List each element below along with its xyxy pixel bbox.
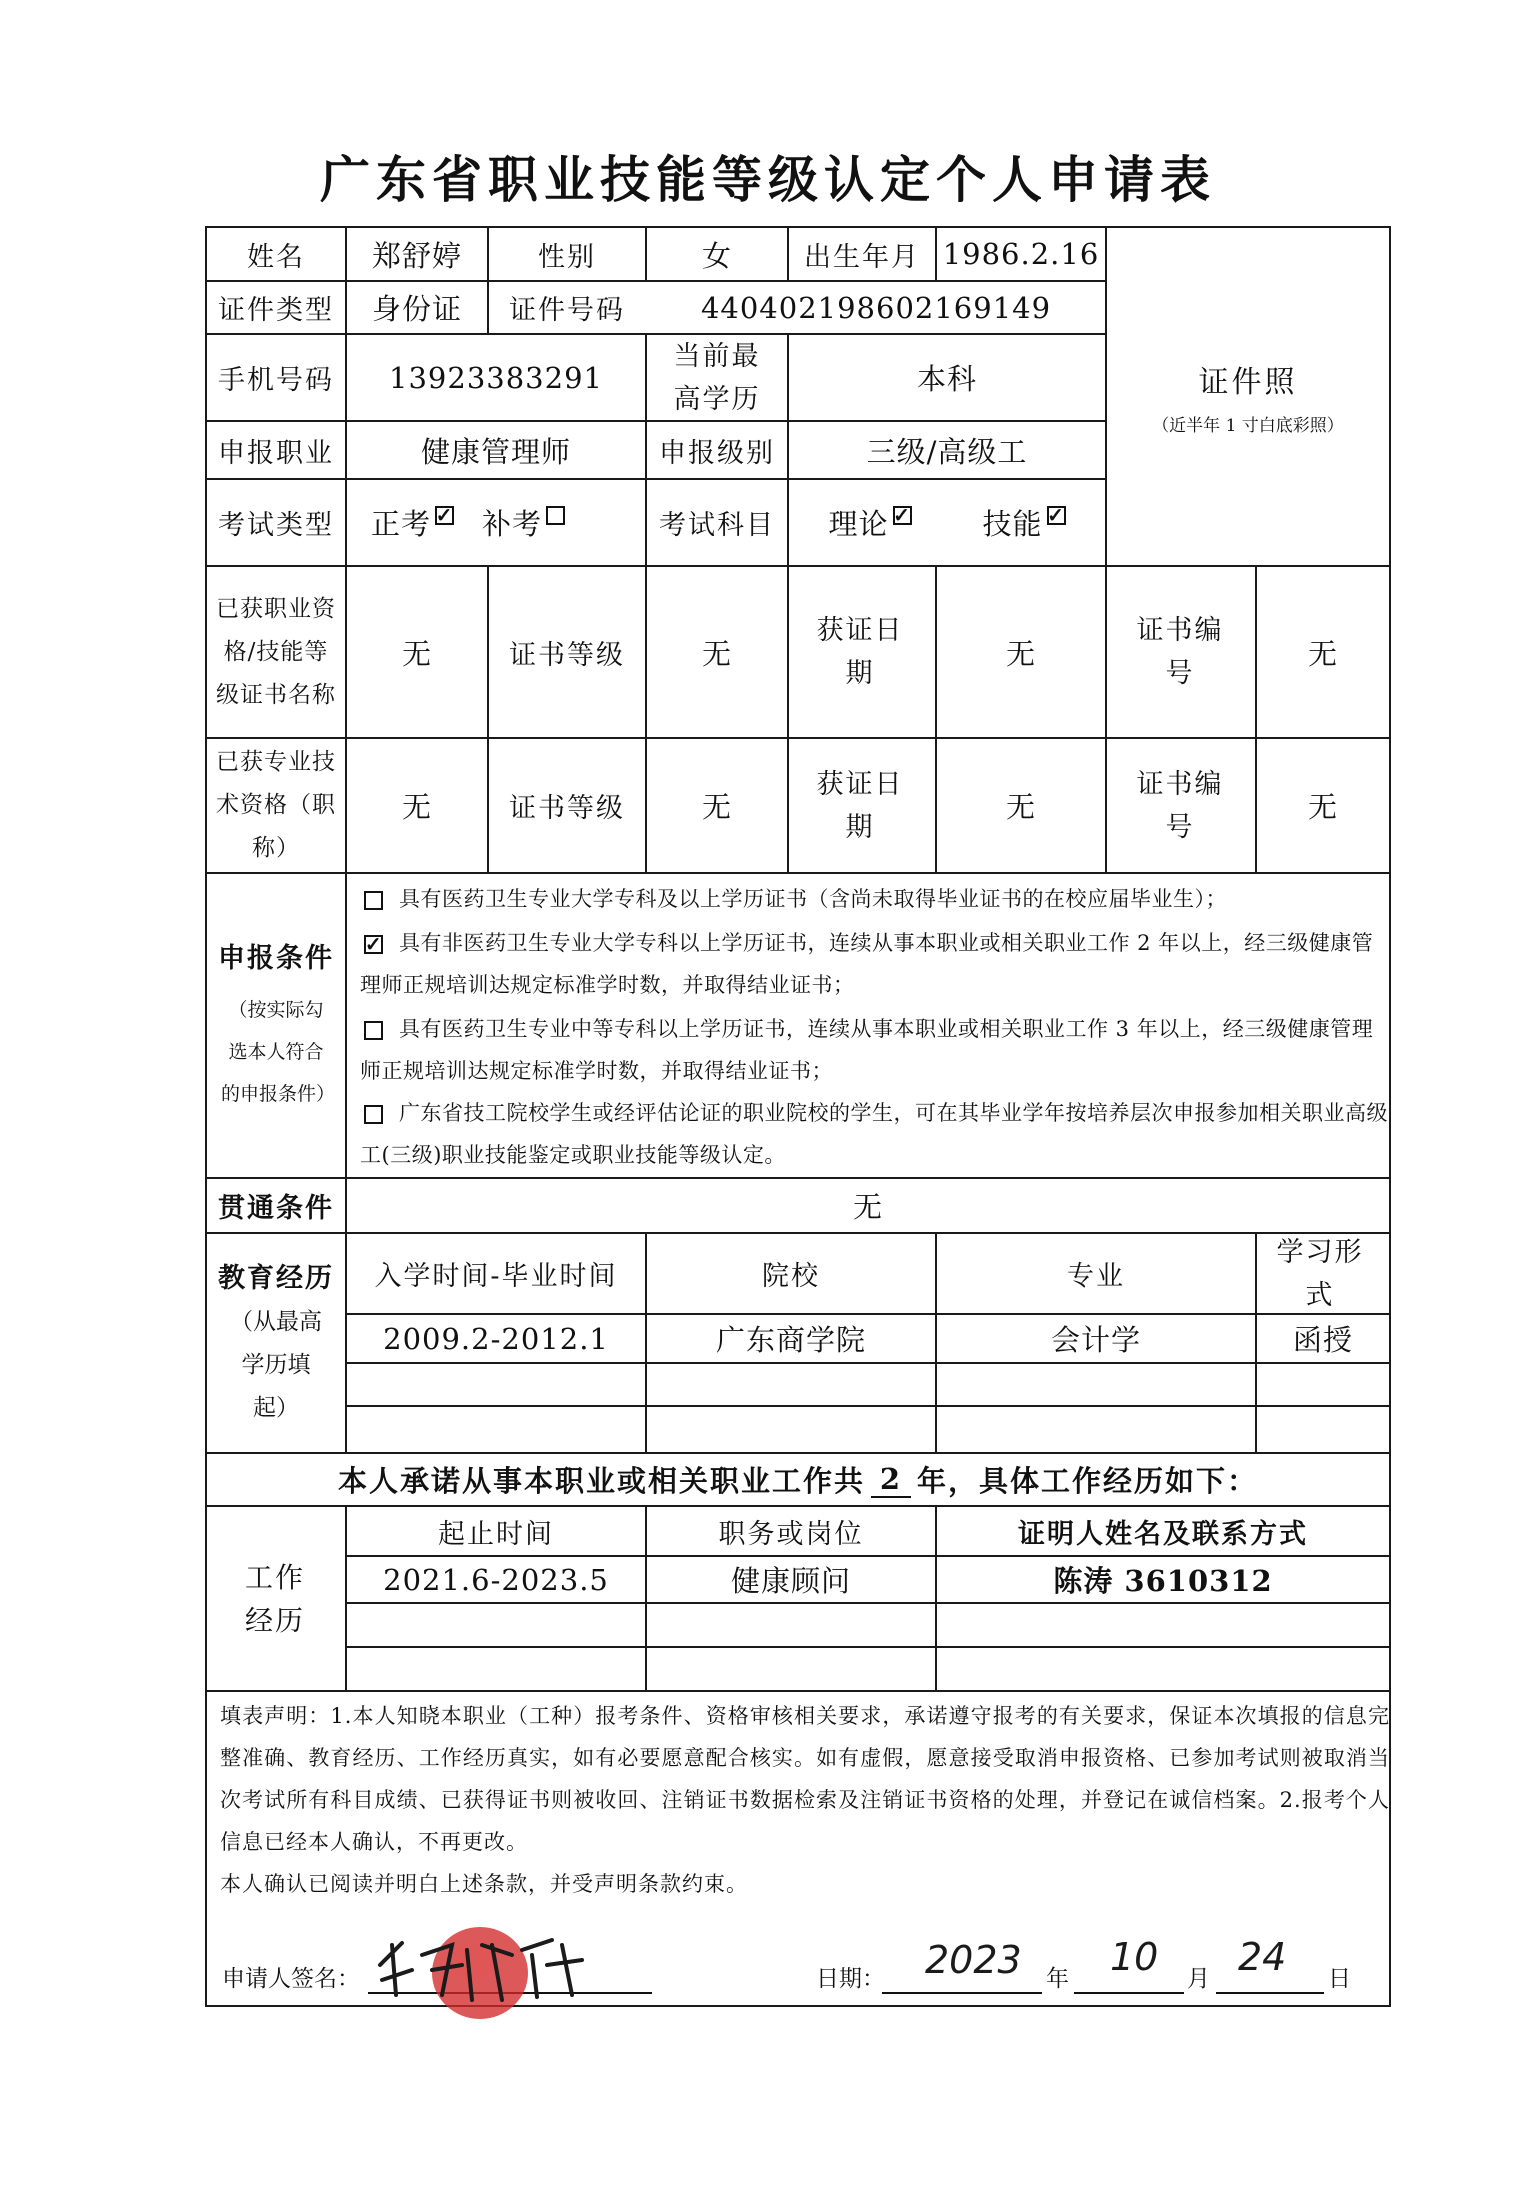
exam-subject-option[interactable] <box>828 502 911 543</box>
edu-row-major[interactable]: 会计学 <box>1050 1323 1141 1357</box>
cert2-number-label: 证书编号 <box>1136 768 1224 843</box>
through-label: 贯通条件 <box>218 1193 334 1224</box>
occupation-value[interactable]: 健康管理师 <box>420 434 571 469</box>
year-underline <box>882 1992 1042 1994</box>
work-row-period[interactable]: 2021.6-2023.5 <box>383 1562 609 1597</box>
row-divider <box>345 1362 1391 1364</box>
conditions-note: （按实际勾选本人符合的申报条件） <box>221 999 336 1105</box>
work-commitment <box>207 1454 1389 1505</box>
exam-type-options <box>347 480 645 565</box>
edu-header-form: 学习形式 <box>1276 1236 1364 1311</box>
exam-type-option[interactable] <box>482 502 565 543</box>
row-divider <box>205 872 1391 874</box>
checkbox-checked[interactable]: ✓ <box>435 503 454 527</box>
date-label: 日期： <box>816 1966 885 1992</box>
id-no-value[interactable]: 440402198602169149 <box>700 290 1052 325</box>
phone-label: 手机号码 <box>218 365 334 396</box>
condition-text: 具有医药卫生专业中等专科以上学历证书，连续从事本职业或相关职业工作 3 年以上，经三级健康管理师正规培训达规定标准学时数，并取得结业证书； <box>360 1017 1374 1083</box>
name-label: 姓名 <box>247 241 305 273</box>
condition-item[interactable] <box>360 878 1390 920</box>
photo-label: 证件照 <box>1198 365 1298 400</box>
cert2-date-label: 获证日期 <box>816 768 904 843</box>
birth-value[interactable]: 1986.2.16 <box>942 237 1100 271</box>
edu-row-form[interactable]: 函授 <box>1292 1323 1353 1357</box>
checkbox-checked[interactable]: ✓ <box>893 503 911 527</box>
day-label: 日 <box>1328 1966 1351 1992</box>
edu-row-period[interactable]: 2009.2-2012.1 <box>383 1321 609 1356</box>
education-history-label: 教育经历 <box>218 1263 334 1294</box>
cert1-number[interactable]: 无 <box>1307 636 1338 671</box>
cert2-grade[interactable]: 无 <box>701 790 732 824</box>
gender-label: 性别 <box>538 241 596 273</box>
option-label: 正考 <box>371 507 432 541</box>
cert1-name[interactable]: 无 <box>401 636 432 671</box>
option-label: 补考 <box>482 507 543 541</box>
commitment-prefix: 本人承诺从事本职业或相关职业工作共 <box>337 1464 865 1498</box>
education-label: 当前最高学历 <box>673 340 761 415</box>
cert1-date-label: 获证日期 <box>816 615 904 689</box>
edu-header-major: 专业 <box>1067 1261 1125 1292</box>
cert1-date[interactable]: 无 <box>1005 636 1036 671</box>
checkbox-unchecked[interactable] <box>364 1021 383 1040</box>
name-value[interactable]: 郑舒婷 <box>371 238 462 273</box>
photo-box <box>1107 228 1389 565</box>
col-divider <box>787 565 789 872</box>
cert2-name[interactable]: 无 <box>401 790 432 824</box>
cert1-grade[interactable]: 无 <box>701 636 732 671</box>
option-label: 理论 <box>828 507 889 541</box>
id-no-label: 证件号码 <box>509 295 625 326</box>
education-history-label-cell <box>207 1234 345 1452</box>
level-value[interactable]: 三级/高级工 <box>866 434 1028 469</box>
work-row-position[interactable]: 健康顾问 <box>730 1564 851 1598</box>
cert2-label: 已获专业技术资格（职称） <box>216 749 336 861</box>
condition-item[interactable] <box>360 1008 1390 1092</box>
condition-item[interactable] <box>360 922 1390 1006</box>
conditions-label-cell <box>207 874 345 1177</box>
work-header-reference: 证明人姓名及联系方式 <box>1018 1518 1308 1550</box>
cert1-label: 已获职业资格/技能等级证书名称 <box>216 595 336 708</box>
edu-row-school[interactable]: 广东商学院 <box>715 1323 866 1357</box>
level-label: 申报级别 <box>659 437 775 469</box>
handwritten-signature[interactable] <box>372 1925 602 2010</box>
exam-subject-options <box>789 480 1105 565</box>
birth-label: 出生年月 <box>804 241 920 273</box>
declaration-text: 填表声明：1.本人知晓本职业（工种）报考条件、资格审核相关要求，承诺遵守报考的有关要求，保证本次填报的信息完整准确、教育经历、工作经历真实，如有必要愿意配合核实。如有虚假，愿意接受取消申报资格、已参加考试则被取消当次考试所有科目成绩、已获得证书则被收回、注销证书数据检索及注销证书资格的处理，并登记在诚信档案。2.报考个人信息已经本人确认，不再更改。 <box>220 1704 1390 1854</box>
exam-subject-option[interactable] <box>982 502 1065 543</box>
education-history-note: （从最高学历填起） <box>230 1309 322 1421</box>
checkbox-unchecked[interactable] <box>546 506 565 525</box>
month-underline <box>1074 1992 1184 1994</box>
edu-header-period: 入学时间-毕业时间 <box>374 1261 618 1292</box>
id-type-value[interactable]: 身份证 <box>371 292 462 326</box>
work-header-period: 起止时间 <box>438 1518 554 1550</box>
day-underline <box>1216 1992 1324 1994</box>
cert2-date[interactable]: 无 <box>1005 790 1036 824</box>
month-label: 月 <box>1187 1966 1210 1992</box>
phone-value[interactable]: 13923383291 <box>389 360 603 395</box>
education-value[interactable]: 本科 <box>916 362 977 396</box>
row-divider <box>345 1602 1391 1604</box>
edu-header-school: 院校 <box>762 1261 820 1292</box>
condition-text: 具有医药卫生专业大学专科及以上学历证书（含尚未取得毕业证书的在校应届毕业生）； <box>399 887 1227 911</box>
condition-text: 广东省技工院校学生或经评估论证的职业院校的学生，可在其毕业学年按培养层次申报参加相关职业高级工(三级)职业技能鉴定或职业技能等级认定。 <box>360 1101 1388 1167</box>
col-divider <box>1105 565 1107 872</box>
row-divider <box>345 1405 1391 1407</box>
id-type-label: 证件类型 <box>218 295 334 326</box>
condition-item[interactable] <box>360 1092 1390 1176</box>
checkbox-checked[interactable]: ✓ <box>1047 503 1065 527</box>
declaration-confirm: 本人确认已阅读并明白上述条款，并受声明条款约束。 <box>220 1872 748 1896</box>
table-border-lower <box>205 1690 1391 1692</box>
option-label: 技能 <box>982 507 1043 541</box>
col-divider <box>345 872 347 1232</box>
month-value[interactable]: 10 <box>1110 1935 1159 1979</box>
work-history-label: 工作经历 <box>244 1560 305 1637</box>
checkbox-unchecked[interactable] <box>364 891 383 910</box>
work-row-reference[interactable]: 陈涛 3610312 <box>1053 1564 1273 1598</box>
day-value[interactable]: 24 <box>1238 1935 1287 1979</box>
cert2-grade-label: 证书等级 <box>509 793 625 824</box>
gender-value[interactable]: 女 <box>701 238 732 273</box>
commitment-suffix: 年，具体工作经历如下： <box>917 1464 1259 1498</box>
occupation-label: 申报职业 <box>218 437 334 469</box>
exam-type-label: 考试类型 <box>218 510 334 541</box>
checkbox-unchecked[interactable] <box>364 1105 383 1124</box>
through-value[interactable]: 无 <box>852 1190 883 1224</box>
work-header-position: 职务或岗位 <box>718 1518 864 1550</box>
cert1-number-label: 证书编号 <box>1136 615 1224 689</box>
cert1-grade-label: 证书等级 <box>509 639 625 671</box>
year-value[interactable]: 2023 <box>925 1938 1022 1982</box>
signature-label: 申请人签名： <box>222 1966 360 1992</box>
year-label: 年 <box>1046 1966 1069 1992</box>
row-divider <box>345 1646 1391 1648</box>
exam-subject-label: 考试科目 <box>659 510 775 541</box>
condition-text: 具有非医药卫生专业大学专科以上学历证书，连续从事本职业或相关职业工作 2 年以上，经三级健康管理师正规培训达规定标准学时数，并取得结业证书； <box>360 931 1374 997</box>
conditions-label: 申报条件 <box>218 943 334 974</box>
cert2-number[interactable]: 无 <box>1307 790 1338 824</box>
commitment-years[interactable]: 2 <box>871 1462 911 1498</box>
exam-type-option[interactable] <box>371 502 454 543</box>
declaration-block <box>220 1695 1390 1905</box>
checkbox-checked[interactable]: ✓ <box>364 932 383 956</box>
photo-note: （近半年 1 寸白底彩照） <box>1152 416 1344 436</box>
form-title: 广东省职业技能等级认定个人申请表 <box>320 150 1216 209</box>
